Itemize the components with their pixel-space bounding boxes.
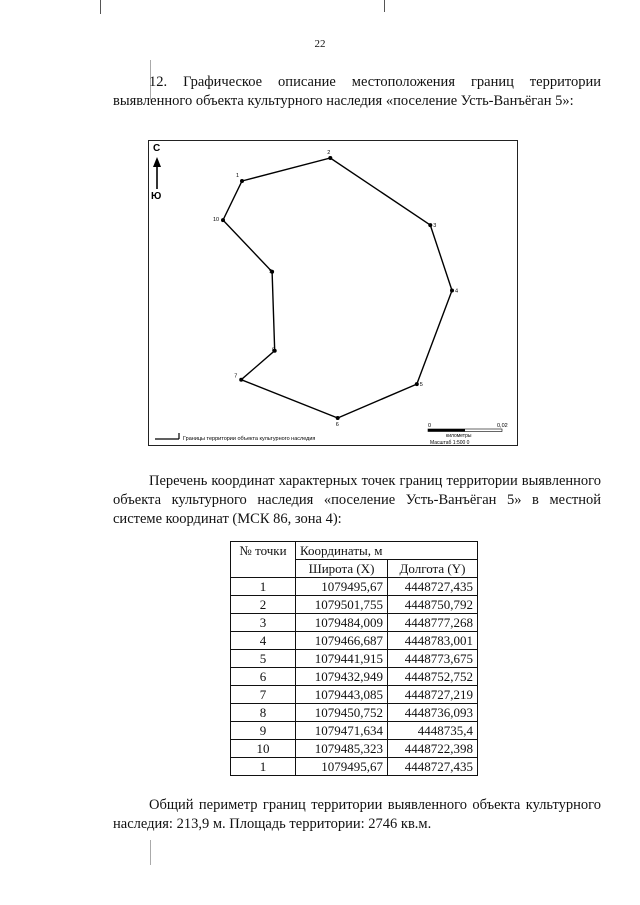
- cell-x: 1079484,009: [296, 614, 388, 632]
- section-heading-paragraph: [113, 73, 601, 111]
- table-row: [231, 614, 478, 632]
- boundary-layer: [213, 150, 458, 428]
- scale-start-label: 0: [428, 423, 432, 429]
- table-row: [231, 578, 478, 596]
- cell-point: 5: [231, 650, 296, 668]
- scale-text: Масштаб 1:500 0: [430, 440, 470, 445]
- cell-point: 1: [231, 578, 296, 596]
- cell-y: 4448783,001: [388, 632, 478, 650]
- cell-x: 1079466,687: [296, 632, 388, 650]
- point-label: 9: [269, 268, 273, 275]
- header-y: Долгота (Y): [388, 560, 478, 578]
- cell-point: 3: [231, 614, 296, 632]
- cell-x: 1079471,634: [296, 722, 388, 740]
- boundary-point: [450, 289, 454, 293]
- point-label: 3: [433, 223, 437, 230]
- cell-point: 2: [231, 596, 296, 614]
- boundary-point: [336, 416, 340, 420]
- point-label: 10: [213, 217, 220, 224]
- cell-y: 4448777,268: [388, 614, 478, 632]
- cell-point: 8: [231, 704, 296, 722]
- cell-point: 4: [231, 632, 296, 650]
- boundary-map: [148, 140, 518, 446]
- map-legend: [155, 433, 315, 442]
- south-label: Ю: [151, 191, 162, 202]
- cell-x: 1079495,67: [296, 578, 388, 596]
- coordinate-table: [230, 541, 478, 776]
- cell-point: 1: [231, 758, 296, 776]
- cell-y: 4448752,752: [388, 668, 478, 686]
- scan-mark: [150, 840, 151, 865]
- boundary-point: [240, 179, 244, 183]
- cell-x: 1079501,755: [296, 596, 388, 614]
- cell-x: 1079432,949: [296, 668, 388, 686]
- cell-y: 4448722,398: [388, 740, 478, 758]
- scan-mark: [384, 0, 385, 12]
- legend-label: Границы территории объекта культурного наследия: [183, 436, 316, 442]
- boundary-point: [239, 378, 243, 382]
- scale-unit-label: километры: [446, 433, 472, 439]
- cell-y: 4448735,4: [388, 722, 478, 740]
- point-label: 7: [234, 373, 238, 380]
- cell-y: 4448727,435: [388, 758, 478, 776]
- table-row: [231, 722, 478, 740]
- table-row: [231, 740, 478, 758]
- table-row: [231, 650, 478, 668]
- cell-y: 4448727,219: [388, 686, 478, 704]
- point-label: 1: [236, 173, 240, 179]
- cell-point: 10: [231, 740, 296, 758]
- cell-x: 1079443,085: [296, 686, 388, 704]
- header-x: Широта (X): [296, 560, 388, 578]
- table-row: [231, 668, 478, 686]
- boundary-polygon: [223, 158, 452, 418]
- header-point: № точки: [231, 542, 296, 578]
- cell-point: 9: [231, 722, 296, 740]
- table-row: [231, 704, 478, 722]
- cell-x: 1079485,323: [296, 740, 388, 758]
- table-header-row: [231, 542, 478, 560]
- section-number: 12.: [149, 74, 168, 90]
- cell-y: 4448750,792: [388, 596, 478, 614]
- scale-bar-fill: [428, 429, 465, 432]
- point-label: 2: [327, 150, 331, 156]
- cell-x: 1079495,67: [296, 758, 388, 776]
- boundary-map-canvas: [149, 141, 517, 445]
- cell-y: 4448736,093: [388, 704, 478, 722]
- coordinate-list-paragraph: Перечень координат характерных точек границ территории выявленного объекта культурного наследия «поселение Усть-Ванъёган 5» в местной системе координат (МСК 86, зона 4):: [113, 473, 601, 527]
- table-row: [231, 596, 478, 614]
- boundary-point: [428, 223, 432, 227]
- point-label: 8: [271, 347, 275, 354]
- north-arrow-icon: [153, 157, 161, 189]
- cell-point: 6: [231, 668, 296, 686]
- point-label: 6: [335, 422, 339, 428]
- boundary-point: [415, 382, 419, 386]
- page-number: 22: [314, 38, 326, 50]
- point-label: 5: [419, 382, 423, 389]
- summary-paragraph: Общий периметр границ территории выявленного объекта культурного наследия: 213,9 м. Площадь территории: 2746 кв.м.: [113, 797, 601, 832]
- point-label: 4: [455, 288, 459, 295]
- table-row: [231, 686, 478, 704]
- boundary-point: [221, 218, 225, 222]
- cell-y: 4448727,435: [388, 578, 478, 596]
- scale-end-label: 0,02: [497, 423, 508, 429]
- boundary-point: [328, 156, 332, 160]
- header-coordinates: Координаты, м: [296, 542, 478, 560]
- cell-x: 1079450,752: [296, 704, 388, 722]
- section-text: Графическое описание местоположения границ территории выявленного объекта культурного наследия «поселение Усть-Ванъёган 5»:: [113, 74, 602, 109]
- cell-y: 4448773,675: [388, 650, 478, 668]
- north-label: С: [153, 143, 161, 154]
- scan-mark: [100, 0, 101, 14]
- table-row: [231, 632, 478, 650]
- table-row: [231, 758, 478, 776]
- scale-bar: [428, 423, 508, 445]
- cell-x: 1079441,915: [296, 650, 388, 668]
- cell-point: 7: [231, 686, 296, 704]
